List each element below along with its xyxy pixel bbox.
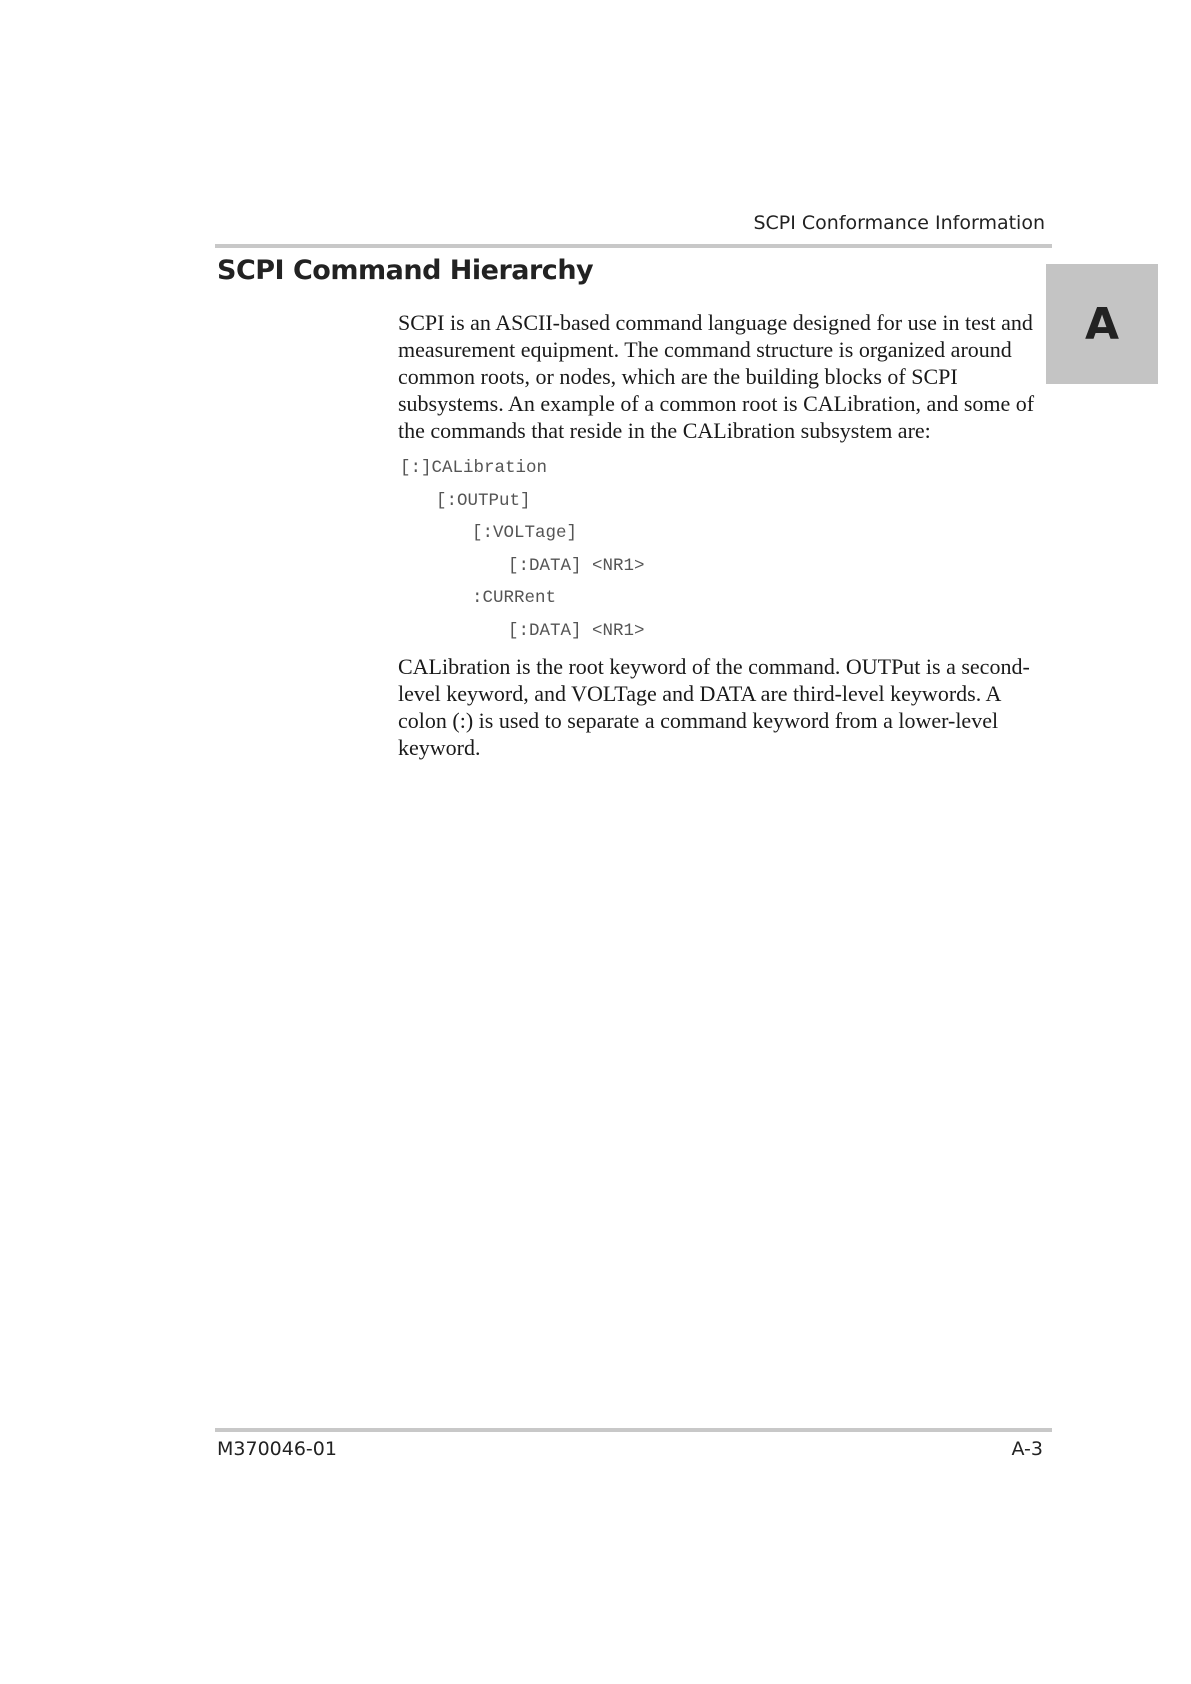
appendix-tab xyxy=(1046,264,1158,384)
body-column xyxy=(398,309,1050,761)
command-hierarchy-code xyxy=(398,452,1050,647)
appendix-tab-letter: A xyxy=(1084,298,1120,350)
section-heading: SCPI Command Hierarchy xyxy=(217,255,594,286)
code-line-current: :CURRent xyxy=(472,588,557,608)
code-line-current-data: [:DATA] <NR1> xyxy=(508,620,645,641)
footer-rule xyxy=(215,1428,1052,1432)
footer-page-number: A-3 xyxy=(1011,1438,1043,1460)
header-rule xyxy=(215,244,1052,248)
code-line-root: [:]CALibration xyxy=(400,458,548,478)
footer-doc-number: M370046-01 xyxy=(217,1438,337,1460)
code-line-output: [:OUTPut] xyxy=(436,490,531,511)
code-line-voltage: [:VOLTage] xyxy=(472,523,578,543)
running-header-title: SCPI Conformance Information xyxy=(753,212,1045,234)
intro-paragraph: SCPI is an ASCII-based command language designed for use in test and measurement equipment. The command structure is organized around common roots, or nodes, which are the building blocks of SCPI subsystems. An example of a common root is CALibration, and some of the commands that reside in the CALibration subsystem are: xyxy=(398,310,1035,443)
explanation-paragraph: CALibration is the root keyword of the command. OUTPut is a second-level keyword, and VOLTage and DATA are third-level keywords. A colon (:) is used to separate a command keyword from a lower-level keyword. xyxy=(398,654,1030,760)
code-line-voltage-data: [:DATA] <NR1> xyxy=(508,555,645,576)
